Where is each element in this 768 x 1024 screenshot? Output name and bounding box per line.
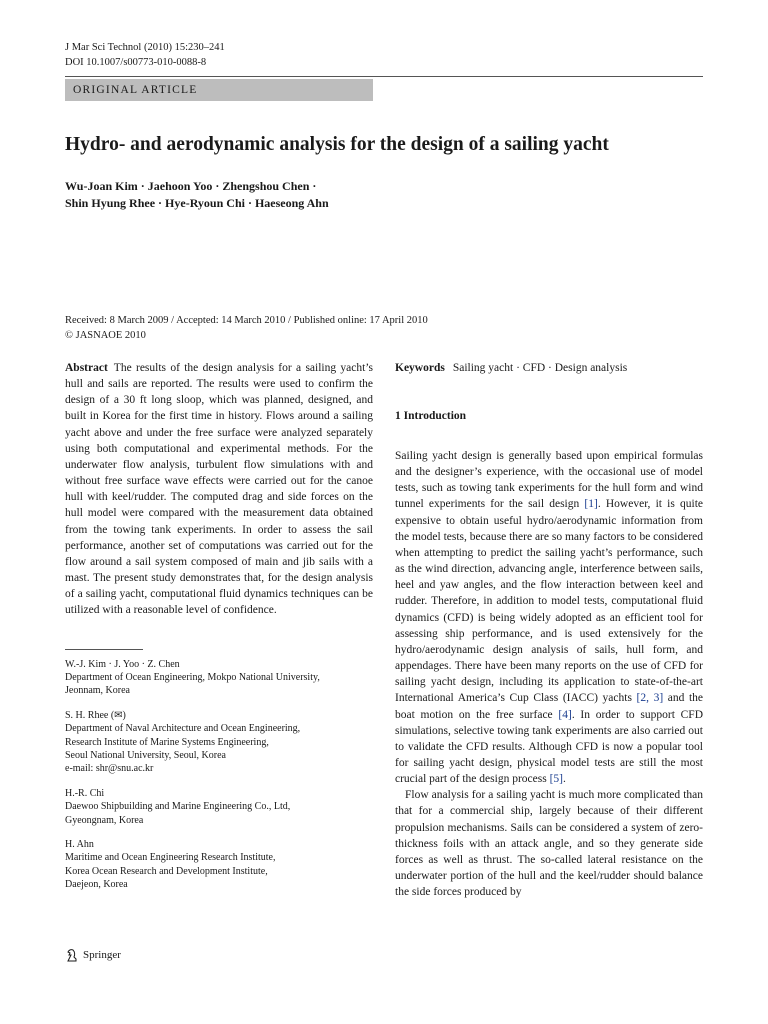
- keywords-text: Sailing yacht · CFD · Design analysis: [452, 362, 628, 374]
- affiliation-block: [65, 658, 373, 698]
- affiliation-authors: S. H. Rhee (✉): [65, 709, 126, 721]
- publication-dates: [65, 313, 705, 343]
- dates-line: Received: 8 March 2009 / Accepted: 14 March 2010 / Published online: 17 April 2010: [65, 315, 428, 326]
- intro-text: . In order to support CFD simulations, selective towing tank experiments are also carried out to validate the CFD results. Although CFD is now a popular tool for sailing yacht design, physical model tests are still the most crucial part of the design process: [395, 708, 703, 786]
- left-column: [65, 360, 373, 903]
- affiliation-line: Daewoo Shipbuilding and Marine Engineering Co., Ltd,: [65, 801, 291, 813]
- citation-link[interactable]: [2, 3]: [636, 692, 664, 705]
- citation-link[interactable]: [1]: [584, 498, 598, 511]
- affiliation-line: Research Institute of Marine Systems Engineering,: [65, 736, 269, 748]
- authors-line-2: Shin Hyung Rhee · Hye-Ryoun Chi · Haeseong Ahn: [65, 195, 329, 210]
- affiliation-authors: H.-R. Chi: [65, 787, 105, 799]
- keywords-heading: Keywords: [395, 362, 445, 374]
- affiliation-block: [65, 709, 373, 776]
- copyright-line: © JASNAOE 2010: [65, 330, 146, 341]
- intro-text: and the boat motion on the free surface: [395, 692, 703, 721]
- keywords: [395, 360, 703, 376]
- intro-text: Sailing yacht design is generally based upon empirical formulas and the designer’s experience, with the occasional use of model tests, such as towing tank experiments for the hull form and wind tunnel experiments for the sail design: [395, 450, 703, 511]
- affiliation-rule: [65, 649, 143, 650]
- journal-reference: [65, 40, 225, 70]
- email-line: e-mail: shr@snu.ac.kr: [65, 763, 154, 775]
- affiliation-authors: H. Ahn: [65, 838, 94, 850]
- affiliation-line: Daejeon, Korea: [65, 879, 128, 891]
- citation-link[interactable]: [4]: [558, 708, 572, 721]
- abstract-text: The results of the design analysis for a sailing yacht’s hull and sails are reported. The results were used to confirm the design of a 30 ft long sloop, which was planned, designed, and built in Korea for the first time in history. Flows around a sailing yacht above and under the free surface were analyzed separately using both computational and experimental methods. For the underwater flow analysis, turbulent flow simulations with and without free surface wave effects were carried out for the canoe hull with keel/rudder. The computed drag and side forces on the hull model were compared with the measurement data obtained from the towing tank experiments. In order to assess the sail performance, another set of computations was carried out for the flow around a sail system composed of main and jib sails with a mast. The present study demonstrates that, for the design analysis of a sailing yacht, computational fluid dynamics techniques can be utilized with a reasonable level of confidence.: [65, 362, 373, 617]
- affiliation-line: Maritime and Ocean Engineering Research Institute,: [65, 852, 276, 864]
- affiliation-block: [65, 787, 373, 827]
- affiliation-block: [65, 838, 373, 892]
- affiliation-line: Seoul National University, Seoul, Korea: [65, 749, 226, 761]
- journal-citation: J Mar Sci Technol (2010) 15:230–241: [65, 42, 225, 53]
- section-heading-introduction: 1 Introduction: [395, 410, 467, 422]
- affiliation-line: Department of Ocean Engineering, Mokpo National University,: [65, 671, 320, 683]
- affiliation-line: Department of Naval Architecture and Ocean Engineering,: [65, 723, 301, 735]
- affiliation-line: Jeonnam, Korea: [65, 685, 130, 697]
- article-title: Hydro- and aerodynamic analysis for the design of a sailing yacht: [65, 134, 609, 155]
- article-type-banner: ORIGINAL ARTICLE: [65, 79, 373, 101]
- intro-text: .: [562, 773, 566, 786]
- header-rule: [65, 76, 703, 77]
- affiliation-authors: W.-J. Kim · J. Yoo · Z. Chen: [65, 658, 180, 670]
- right-column: [395, 360, 703, 900]
- affiliation-line: Korea Ocean Research and Development Institute,: [65, 865, 268, 877]
- publisher-name: Springer: [83, 949, 121, 961]
- springer-knight-icon: [65, 948, 79, 962]
- introduction-paragraph-2: Flow analysis for a sailing yacht is much more complicated than that for a commercial ship, largely because of their different propulsion mechanisms. Sails can be considered a system of zero-thickness foils with an attack angle, and so they generate side forces as well as thrust. The so-called lateral resistance on the underwater portion of the hull and the keel/rudder should balance the side forces produced by: [395, 789, 703, 899]
- author-list: [65, 178, 665, 211]
- intro-text: . However, it is quite expensive to obtain useful hydro/aerodynamic information from the model tests, because there are so many factors to be considered when attempting to predict the sailing yacht’s performance, such as the wind direction, advancing angle, interference between sails, heel and yaw angles, and the flow interaction between keel and rudder. Therefore, in addition to model tests, computational fluid dynamics (CFD) is being widely adopted as an efficient tool for assessing ship performance, and is used extensively for the hydro/aerodynamic design analysis of sails, hull form, and appendages. There have been many reports on the use of CFD for sailing yacht design, including its application to state-of-the-art International America’s Cup Class (IACC) yachts: [395, 498, 703, 705]
- abstract-heading: Abstract: [65, 362, 108, 374]
- page-footer: [65, 948, 121, 962]
- affiliation-line: Gyeongnam, Korea: [65, 814, 144, 826]
- doi-line: DOI 10.1007/s00773-010-0088-8: [65, 57, 207, 68]
- introduction-paragraph-1: [395, 448, 703, 787]
- abstract: [65, 360, 373, 619]
- authors-line-1: Wu-Joan Kim · Jaehoon Yoo · Zhengshou Chen ·: [65, 179, 317, 193]
- citation-link[interactable]: [5]: [549, 773, 563, 786]
